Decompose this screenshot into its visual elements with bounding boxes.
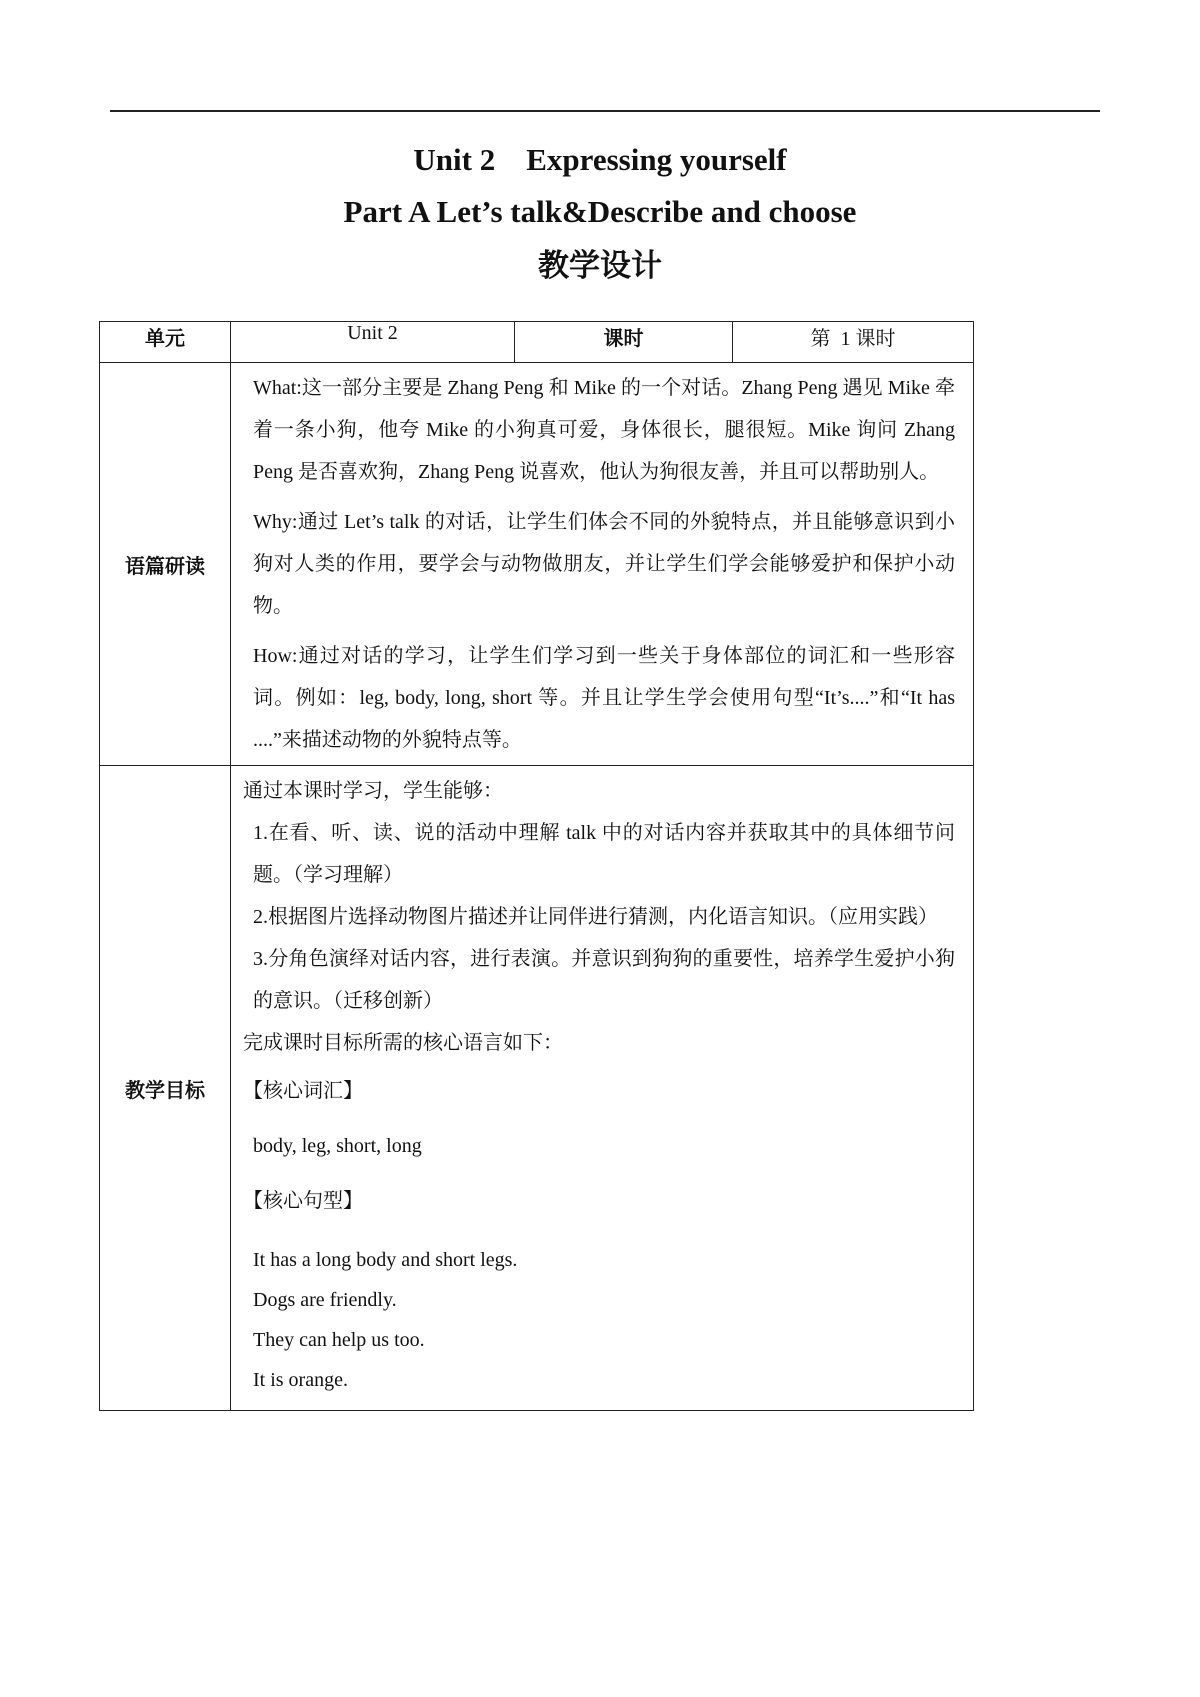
unit-label: 单元 [100,322,231,363]
period-label: 课时 [515,322,733,363]
doc-heading-cn: 教学设计 [538,248,662,284]
table-header-row [100,322,974,363]
period-value: 第 1 课时 [733,322,974,363]
title-block [0,140,1200,286]
core-sentence: Dogs are friendly. [253,1289,397,1311]
objectives-label: 教学目标 [100,766,231,1411]
core-sentence: They can help us too. [253,1329,425,1351]
lesson-plan-table [99,321,974,1411]
objectives-row [100,766,974,1411]
core-vocab-title: 【核心词汇】 [243,1080,363,1102]
core-sentence: It has a long body and short legs. [253,1249,518,1271]
analysis-what: What:这一部分主要是 Zhang Peng 和 Mike 的一个对话。Zhang Peng 遇见 Mike 牵着一条小狗，他夸 Mike 的小狗真可爱，身体很长，腿很短。Mike 询问 Zhang Peng 是否喜欢狗，Zhang Peng 说喜欢，他认为狗很友善，并且可以帮助别人。 [253,377,955,483]
core-sentence: It is orange. [253,1369,348,1391]
analysis-why: Why:通过 Let’s talk 的对话，让学生们体会不同的外貌特点，并且能够意识到小狗对人类的作用，要学会与动物做朋友，并让学生们学会能够爱护和保护小动物。 [253,511,955,617]
objectives-intro: 通过本课时学习，学生能够： [243,780,503,802]
analysis-how: How:通过对话的学习，让学生们学习到一些关于身体部位的词汇和一些形容词。例如：leg, body, long, short 等。并且让学生学会使用句型“It’s....”和“It has ....”来描述动物的外貌特点等。 [253,645,955,751]
objective-item: 3.分角色演绎对话内容，进行表演。并意识到狗狗的重要性，培养学生爱护小狗的意识。（迁移创新） [253,948,955,1012]
core-vocab-list: body, leg, short, long [253,1135,422,1157]
objectives-content [231,766,974,1411]
doc-title: Unit 2 Expressing yourself [413,142,787,177]
objective-item: 2.根据图片选择动物图片描述并让同伴进行猜测，内化语言知识。（应用实践） [253,906,938,928]
doc-subtitle: Part A Let’s talk&Describe and choose [343,194,857,229]
analysis-row [100,363,974,766]
analysis-label: 语篇研读 [100,363,231,766]
analysis-content [231,363,974,766]
core-pattern-title: 【核心句型】 [243,1190,363,1212]
core-language-intro: 完成课时目标所需的核心语言如下： [243,1032,563,1054]
objective-item: 1.在看、听、读、说的活动中理解 talk 中的对话内容并获取其中的具体细节问题。（学习理解） [253,822,955,886]
header-rule [110,110,1100,112]
unit-value: Unit 2 [231,322,515,363]
